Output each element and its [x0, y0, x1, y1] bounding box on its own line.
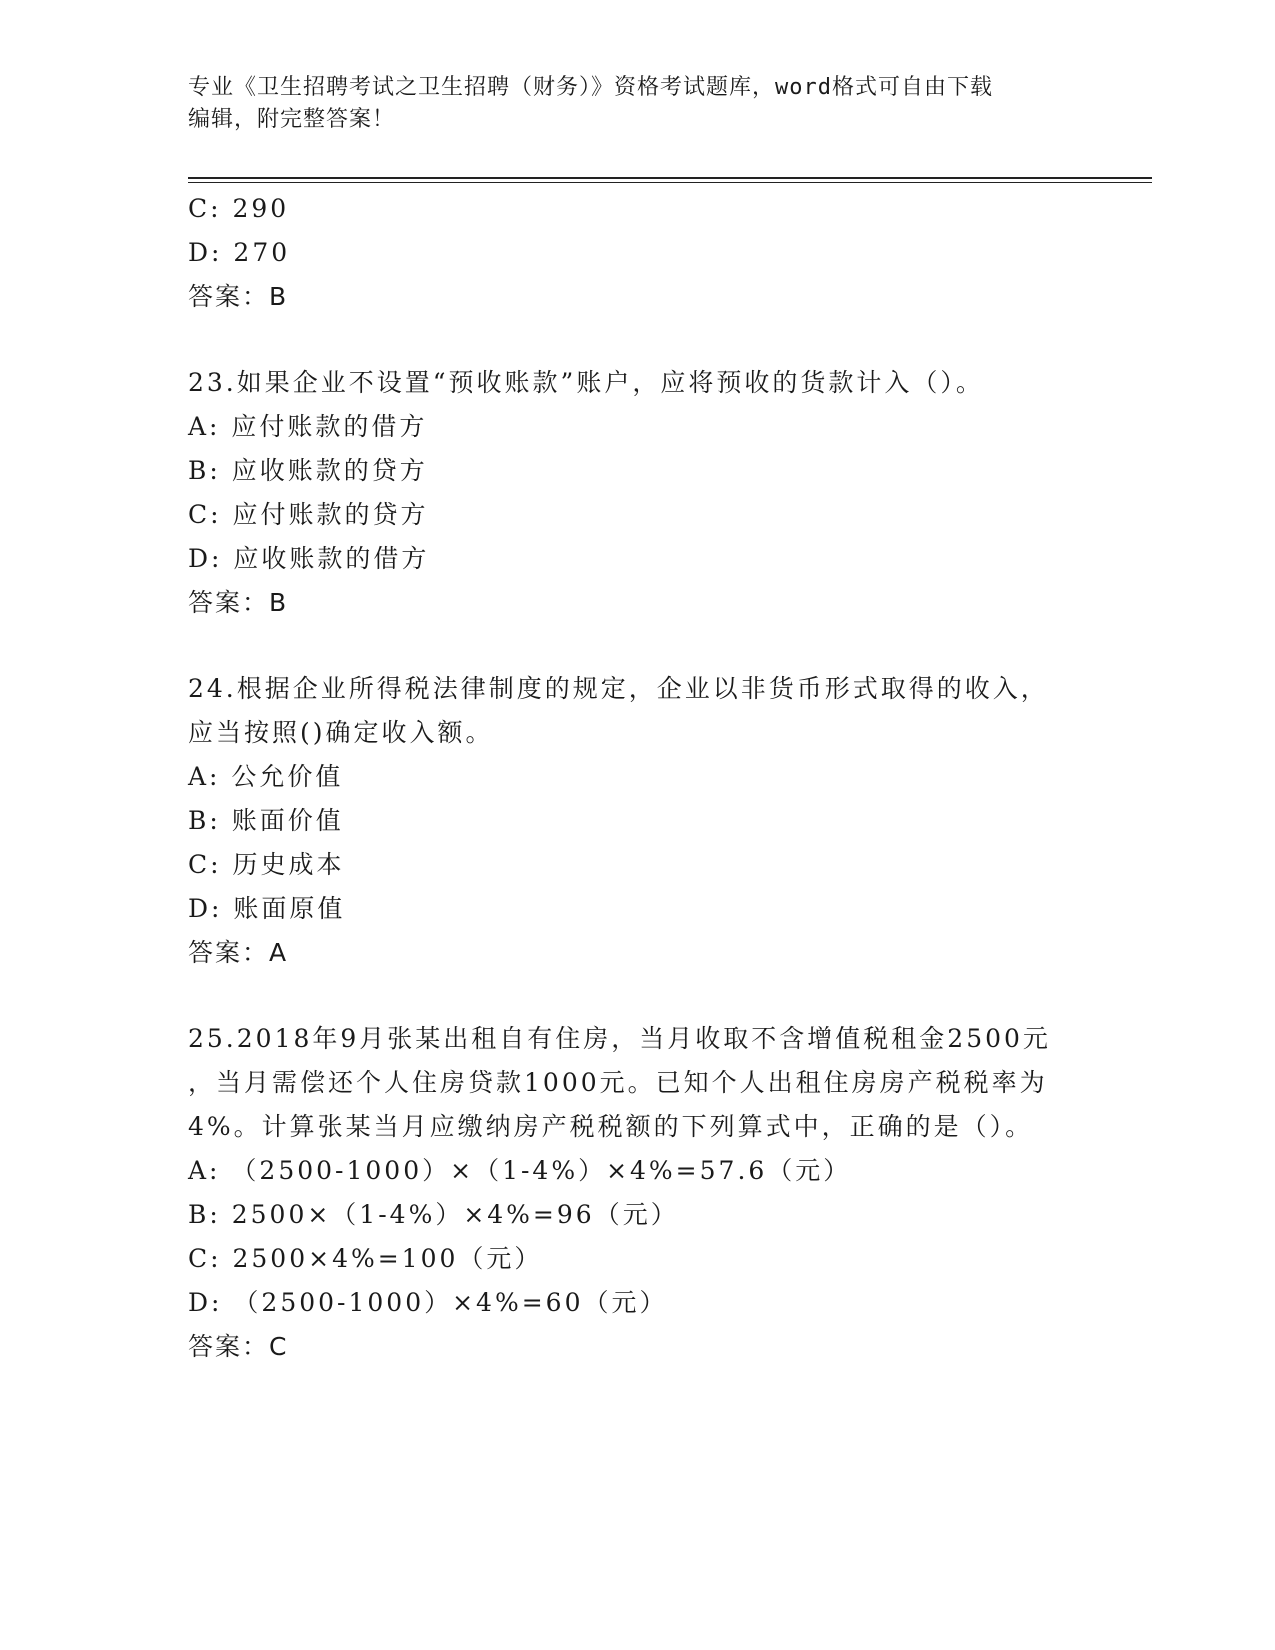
header-line-1: 专业《卫生招聘考试之卫生招聘（财务）》资格考试题库，word格式可自由下载 — [188, 75, 993, 100]
question-23-option-b: B: 应收账款的贷方 — [188, 456, 428, 485]
question-23-option-d: D: 应收账款的借方 — [188, 544, 430, 573]
question-25-option-d: D: （2500-1000）×4%=60（元） — [188, 1288, 668, 1317]
question-25-option-c: C: 2500×4%=100（元） — [188, 1244, 543, 1273]
document-header — [188, 72, 1088, 136]
question-24-option-b: B: 账面价值 — [188, 806, 344, 835]
question-25-stem-line-3: 4%。计算张某当月应缴纳房产税税额的下列算式中，正确的是（）。 — [188, 1112, 1034, 1141]
header-divider-thin — [188, 182, 1152, 183]
question-25-option-b: B: 2500×（1-4%）×4%=96（元） — [188, 1200, 679, 1229]
question-23-option-a: A: 应付账款的借方 — [188, 412, 428, 441]
question-25-option-a: A: （2500-1000）×（1-4%）×4%=57.6（元） — [188, 1156, 852, 1185]
prev-answer: 答案：B — [188, 282, 289, 311]
question-24-stem-line-2: 应当按照()确定收入额。 — [188, 718, 494, 747]
question-24-option-c: C: 历史成本 — [188, 850, 345, 879]
question-23-stem: 23.如果企业不设置“预收账款”账户，应将预收的货款计入（）。 — [188, 368, 984, 397]
question-24-option-d: D: 账面原值 — [188, 894, 346, 923]
header-line-2: 编辑，附完整答案！ — [188, 107, 396, 132]
question-25-stem-line-1: 25.2018年9月张某出租自有住房，当月收取不含增值税租金2500元 — [188, 1024, 1051, 1053]
prev-option-c: C: 290 — [188, 194, 290, 223]
question-24-answer: 答案：A — [188, 938, 289, 967]
prev-option-d: D: 270 — [188, 238, 291, 267]
question-24-stem-line-1: 24.根据企业所得税法律制度的规定，企业以非货币形式取得的收入， — [188, 674, 1049, 703]
question-23-option-c: C: 应付账款的贷方 — [188, 500, 429, 529]
header-divider-thick — [188, 177, 1152, 179]
question-25-answer: 答案：C — [188, 1332, 289, 1361]
question-25-stem-line-2: ，当月需偿还个人住房贷款1000元。已知个人出租住房房产税税率为 — [188, 1068, 1048, 1097]
question-24-option-a: A: 公允价值 — [188, 762, 344, 791]
question-23-answer: 答案：B — [188, 588, 289, 617]
